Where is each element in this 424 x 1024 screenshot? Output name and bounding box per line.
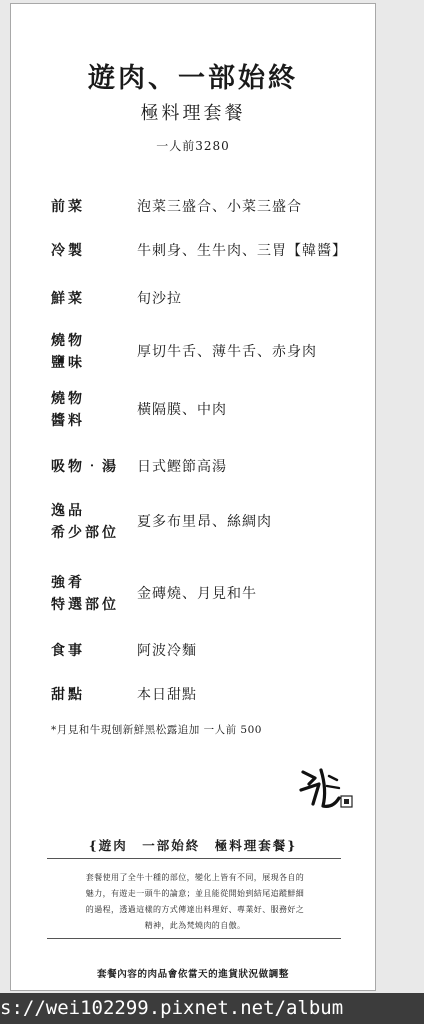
about-title: {遊肉 一部始終 極料理套餐}: [88, 838, 298, 853]
course-label-line: 強肴: [51, 575, 85, 591]
course-label: [51, 572, 129, 616]
course-label-line: 希少部位: [51, 525, 119, 541]
course-label-line: 燒物: [51, 333, 85, 349]
course-description: 夏多布里昂、絲綢肉: [137, 514, 272, 530]
menu-price: 一人前3280: [156, 139, 230, 153]
brand-seal-logo: [293, 764, 357, 810]
url-watermark: s://wei102299.pixnet.net/album: [0, 993, 424, 1024]
course-label: [51, 240, 129, 262]
course-description: 橫隔膜、中肉: [137, 402, 227, 418]
menu-title: 遊肉、一部始終: [88, 63, 298, 94]
course-description: 金磚燒、月見和牛: [137, 586, 257, 602]
about-line: 套餐使用了全牛十種的部位，變化上皆有不同，展現各自的: [85, 873, 305, 882]
course-label-line: 冷製: [51, 243, 85, 259]
course-label: [51, 640, 129, 662]
footer-note: 套餐內容的肉品會依當天的進貨狀況做調整: [97, 969, 289, 980]
add-on-note: *月見和牛現刨新鮮黑松露追加 一人前 500: [51, 724, 262, 736]
course-label: [51, 330, 129, 374]
menu-subtitle: 極料理套餐: [140, 103, 246, 124]
course-description: 日式鰹節高湯: [137, 459, 227, 475]
course-description: 泡菜三盛合、小菜三盛合: [137, 199, 302, 215]
course-description: 牛刺身、生牛肉、三胃【韓醬】: [137, 243, 347, 259]
course-label-line: 食事: [51, 643, 85, 659]
course-description: 厚切牛舌、薄牛舌、赤身肉: [137, 344, 317, 360]
course-description: 阿波冷麵: [137, 643, 197, 659]
divider-bottom: [47, 938, 341, 939]
course-label-line: 鹽味: [51, 355, 85, 371]
course-label-line: 鮮菜: [51, 291, 85, 307]
course-label: [51, 456, 129, 478]
course-label: [51, 500, 129, 544]
course-label-line: 燒物: [51, 391, 85, 407]
course-description: 旬沙拉: [137, 291, 182, 307]
course-label-line: 前菜: [51, 199, 85, 215]
course-label-line: 逸品: [51, 503, 85, 519]
course-description: 本日甜點: [137, 687, 197, 703]
divider-top: [47, 858, 341, 859]
about-line: 魅力，有遊走一頭牛的論意；並且能從開始到結尾追蹤鮮細: [85, 889, 305, 898]
course-label-line: 特選部位: [51, 597, 119, 613]
course-label: [51, 196, 129, 218]
course-label-line: 醬料: [51, 413, 85, 429]
menu-card: [10, 3, 376, 991]
about-description: [55, 870, 335, 934]
about-line: 精神，此為梵燒肉的自傲。: [144, 921, 246, 930]
course-label: [51, 388, 129, 432]
course-label-line: 吸物‧湯: [51, 459, 119, 475]
course-label: [51, 288, 129, 310]
course-label: [51, 684, 129, 706]
about-line: 的過程，透過這樣的方式傳達出料理好、專業好、服務好之: [85, 905, 305, 914]
course-label-line: 甜點: [51, 687, 85, 703]
